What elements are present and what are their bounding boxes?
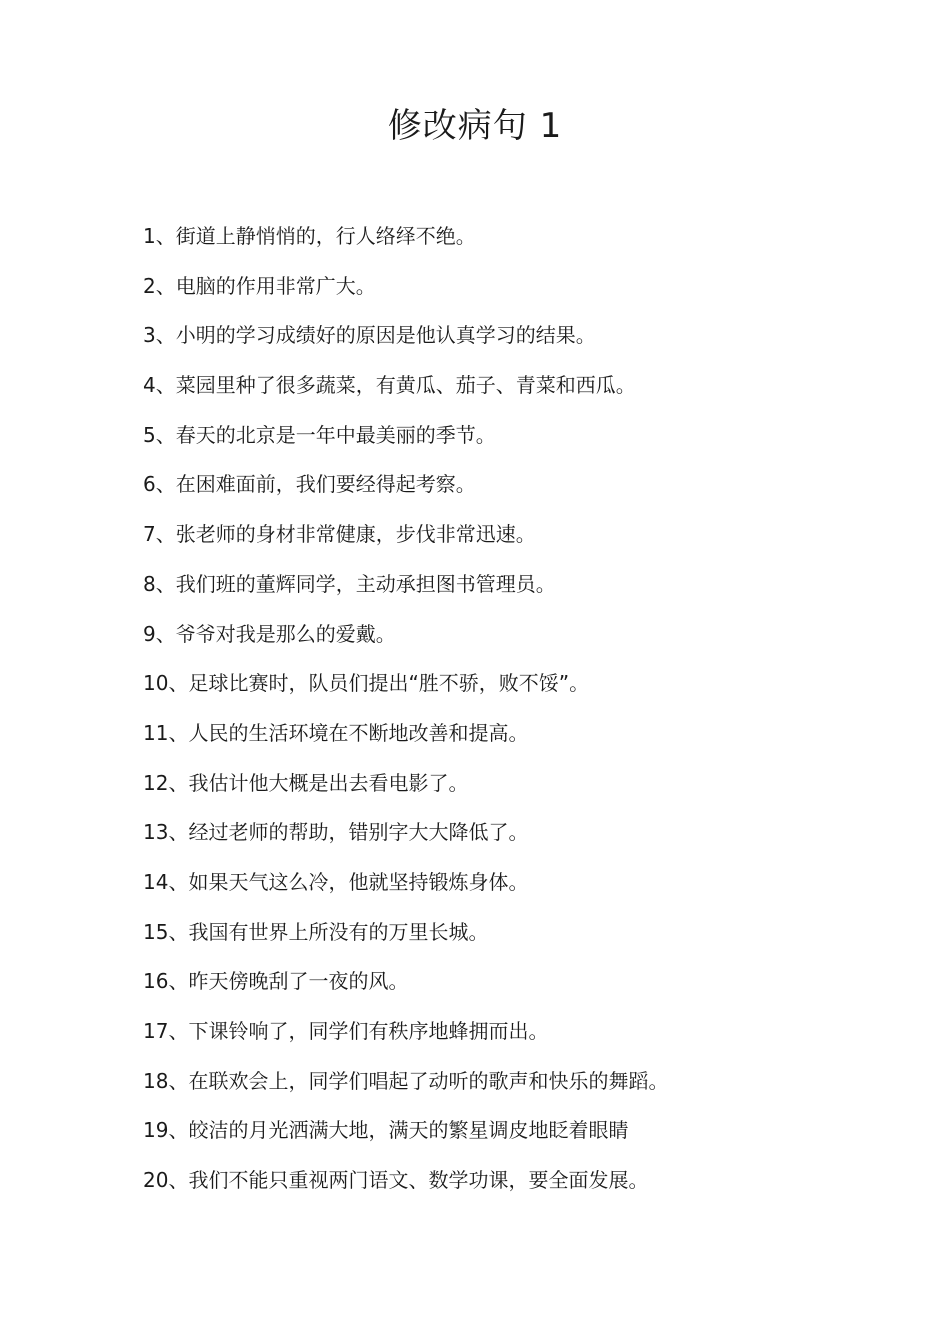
list-item: 16、昨天傍晚刮了一夜的风。 bbox=[143, 969, 409, 994]
list-item: 5、春天的北京是一年中最美丽的季节。 bbox=[143, 422, 496, 447]
list-item: 13、经过老师的帮助，错别字大大降低了。 bbox=[143, 820, 529, 845]
list-item: 14、如果天气这么冷，他就坚持锻炼身体。 bbox=[143, 869, 529, 894]
list-item: 12、我估计他大概是出去看电影了。 bbox=[143, 770, 469, 795]
list-item: 11、人民的生活环境在不断地改善和提高。 bbox=[143, 720, 529, 745]
list-item: 4、菜园里种了很多蔬菜，有黄瓜、茄子、青菜和西瓜。 bbox=[143, 373, 636, 398]
list-item: 1、街道上静悄悄的，行人络绎不绝。 bbox=[143, 224, 476, 248]
list-item: 8、我们班的董辉同学，主动承担图书管理员。 bbox=[143, 571, 556, 596]
list-item: 19、皎洁的月光洒满大地，满天的繁星调皮地眨着眼睛 bbox=[143, 1118, 629, 1143]
list-item: 15、我国有世界上所没有的万里长城。 bbox=[143, 919, 489, 944]
page-title: 修改病句 1 bbox=[387, 106, 563, 146]
list-item: 17、下课铃响了，同学们有秩序地蜂拥而出。 bbox=[143, 1019, 549, 1043]
list-item: 18、在联欢会上，同学们唱起了动听的歌声和快乐的舞蹈。 bbox=[143, 1068, 669, 1093]
list-item: 7、张老师的身材非常健康，步伐非常迅速。 bbox=[143, 522, 536, 547]
list-item: 6、在困难面前，我们要经得起考察。 bbox=[143, 472, 476, 497]
list-item: 10、足球比赛时，队员们提出“胜不骄，败不馁”。 bbox=[143, 671, 590, 696]
list-item: 3、小明的学习成绩好的原因是他认真学习的结果。 bbox=[143, 323, 596, 348]
list-item: 9、爷爷对我是那么的爱戴。 bbox=[143, 621, 396, 646]
list-item: 20、我们不能只重视两门语文、数学功课，要全面发展。 bbox=[143, 1168, 649, 1193]
sentence-list bbox=[143, 218, 923, 1212]
list-item: 2、电脑的作用非常广大。 bbox=[143, 273, 376, 298]
